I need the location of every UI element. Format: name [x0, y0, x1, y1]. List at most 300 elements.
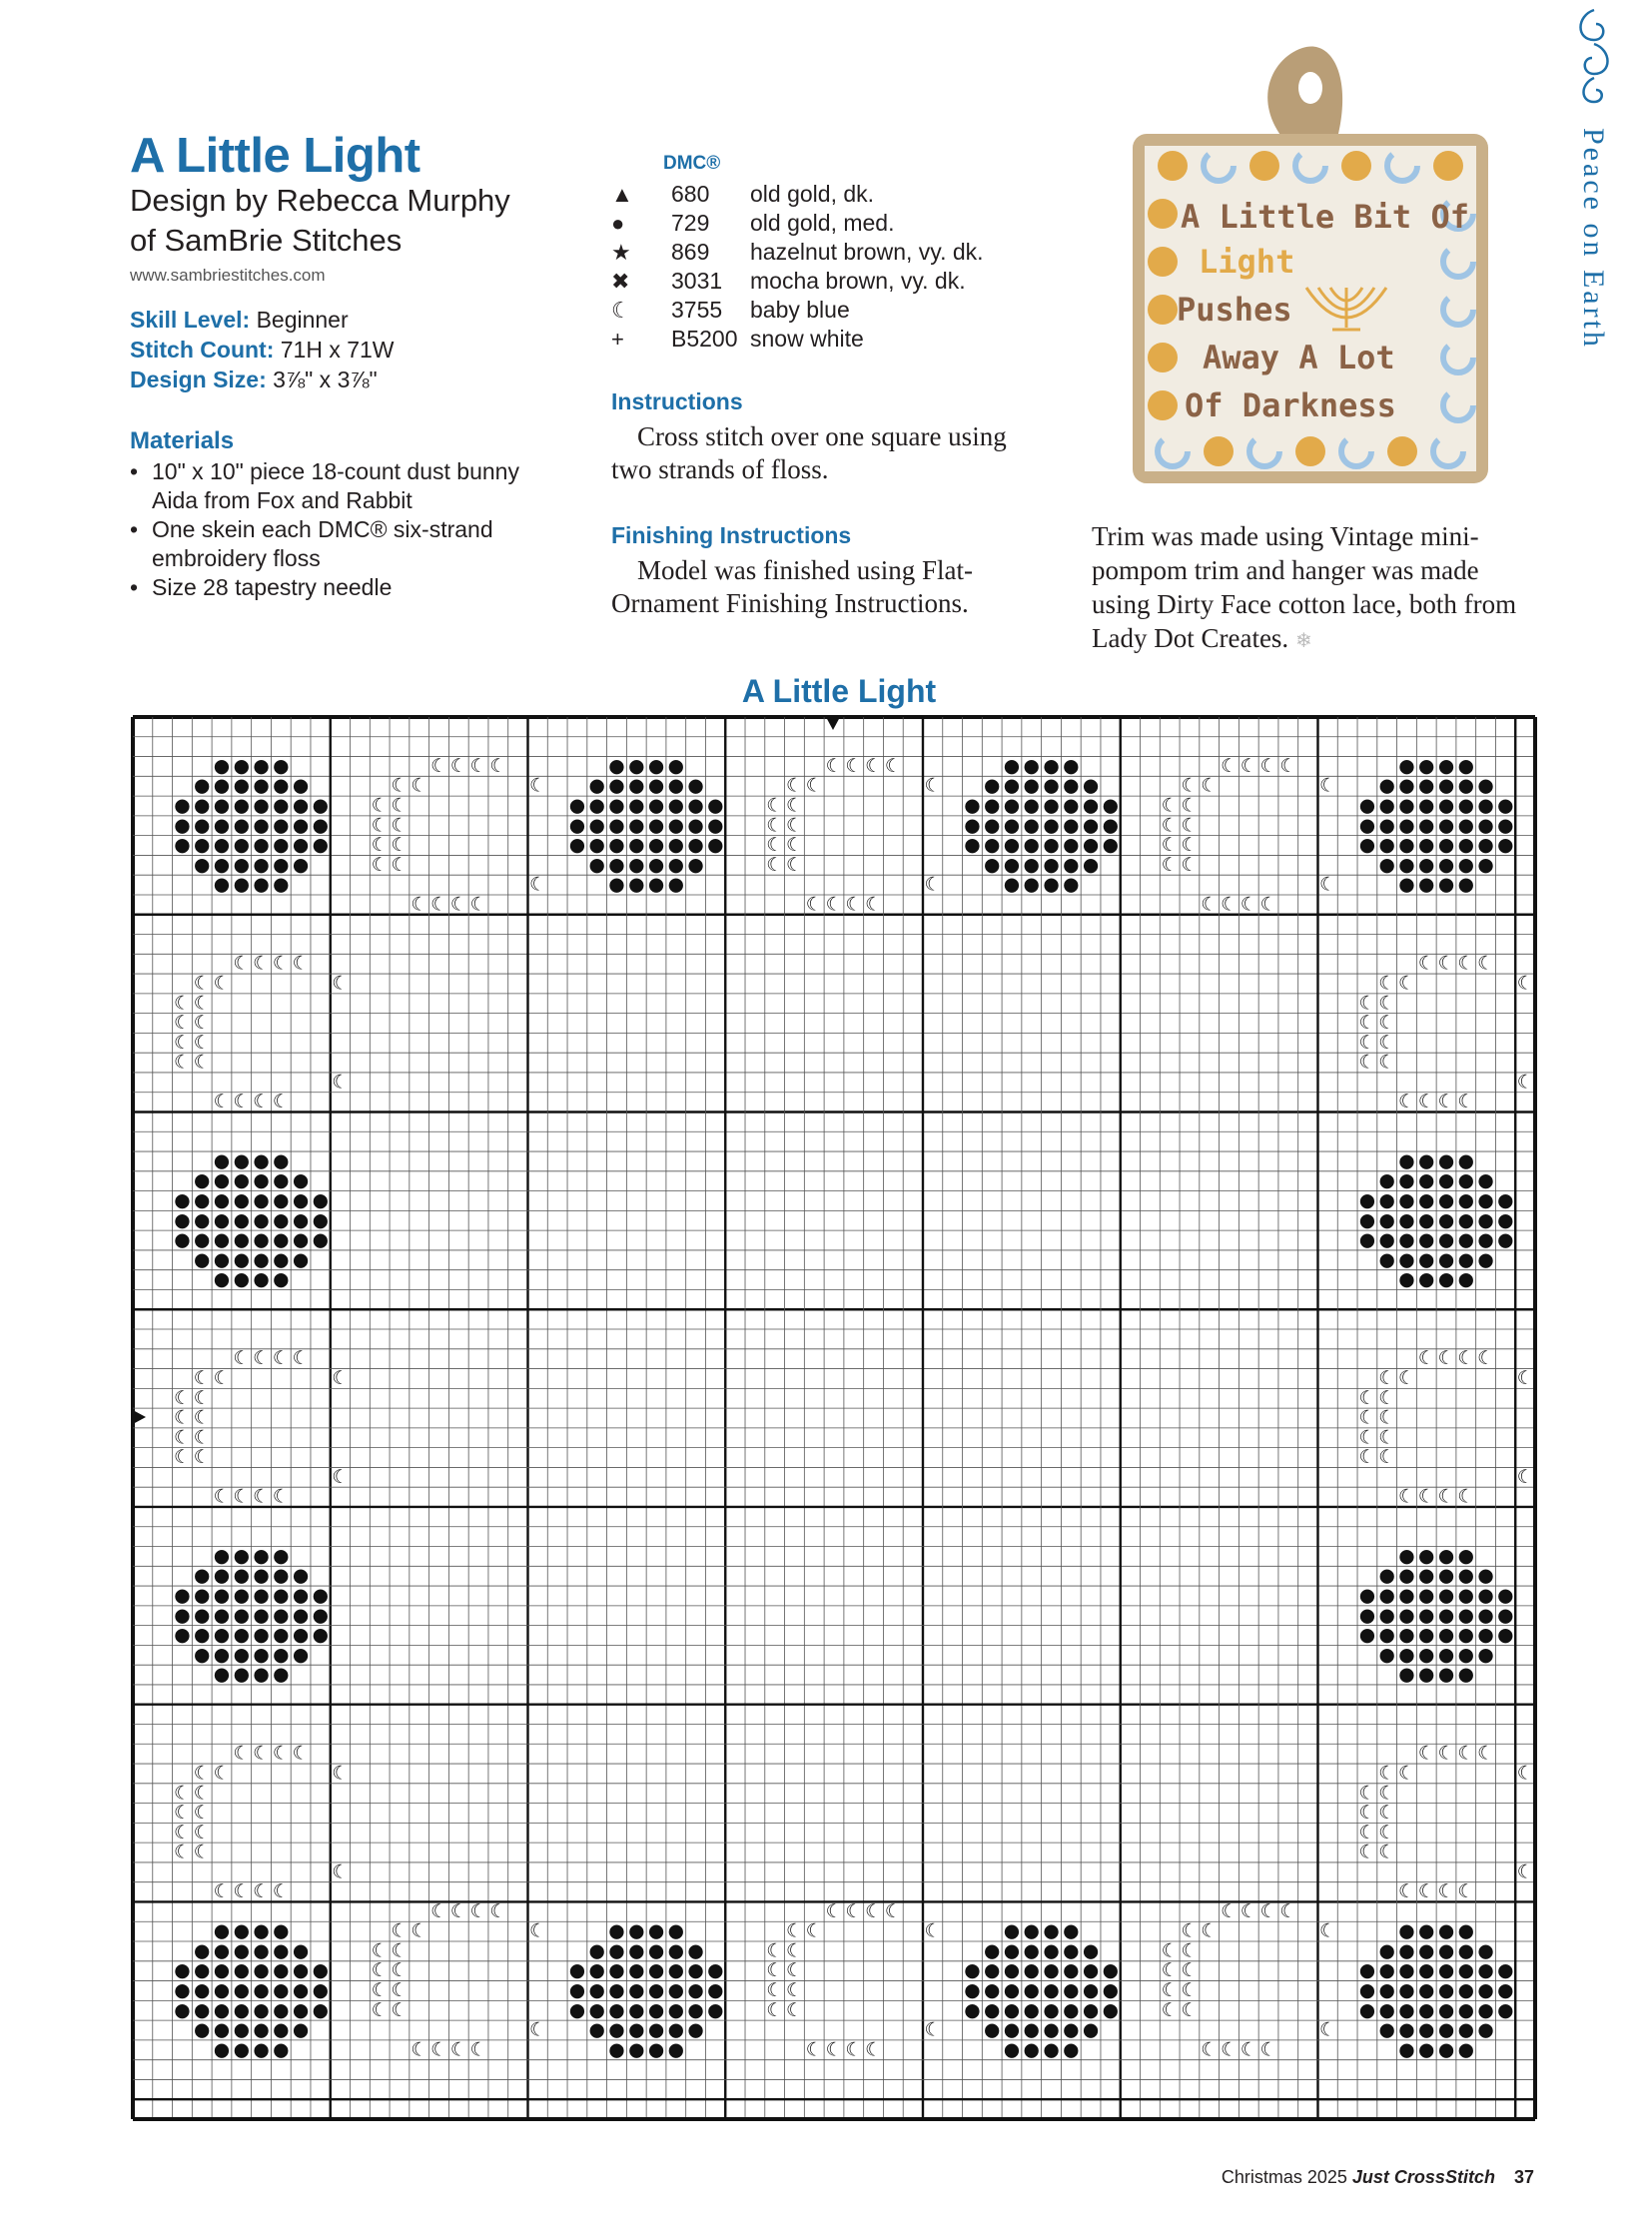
gold-dot-stitch: ● [233, 1565, 250, 1587]
blue-moon-stitch: ☾ [528, 1920, 546, 1942]
gold-dot-stitch: ● [1457, 1644, 1474, 1666]
key-color-name: hazelnut brown, vy. dk. [750, 239, 984, 265]
gold-dot-stitch: ● [273, 1249, 290, 1271]
gold-dot-stitch: ● [588, 1980, 605, 2002]
gold-dot-stitch: ● [1063, 854, 1080, 876]
gold-dot-stitch: ● [1437, 775, 1455, 797]
gold-dot-stitch: ● [1418, 1644, 1435, 1666]
gold-dot-stitch: ● [667, 1960, 684, 1982]
blue-moon-stitch: ☾ [766, 795, 784, 817]
blue-moon-stitch: ☾ [1457, 1881, 1475, 1903]
gold-dot-stitch: ● [273, 775, 290, 797]
gold-dot-stitch: ● [273, 854, 290, 876]
ornament-line-3: Pushes [1177, 291, 1292, 329]
gold-dot-stitch: ● [174, 1960, 191, 1982]
gold-dot-stitch: ● [213, 1920, 231, 1942]
gold-dot-stitch: ● [1082, 835, 1100, 857]
gold-dot-stitch: ● [608, 775, 625, 797]
gold-dot-stitch: ● [1003, 2039, 1021, 2061]
gold-dot-stitch: ● [292, 1999, 310, 2021]
gold-dot-stitch: ● [1398, 1920, 1415, 1942]
gold-dot-stitch: ● [964, 815, 981, 837]
gold-dot-stitch: ● [628, 2039, 645, 2061]
gold-dot-stitch: ● [1378, 1960, 1395, 1982]
gold-dot-stitch: ● [292, 795, 310, 817]
gold-dot-stitch: ● [667, 815, 684, 837]
blue-moon-stitch: ☾ [766, 1999, 784, 2021]
gold-dot-stitch: ● [964, 1999, 981, 2021]
gold-dot-stitch: ● [273, 1269, 290, 1291]
gold-dot-stitch: ● [213, 1625, 231, 1647]
gold-dot-stitch: ● [1437, 835, 1455, 857]
gold-dot-stitch: ● [174, 795, 191, 817]
blue-moon-stitch: ☾ [1378, 1032, 1396, 1054]
gold-dot-stitch: ● [1043, 775, 1060, 797]
gold-dot-stitch: ● [1063, 795, 1080, 817]
gold-dot-stitch: ● [253, 1625, 270, 1647]
gold-dot-stitch: ● [1437, 1585, 1455, 1607]
blue-moon-stitch: ☾ [1358, 1032, 1376, 1054]
gold-dot-stitch: ● [1378, 1190, 1395, 1212]
gold-dot-stitch: ● [1497, 815, 1514, 837]
gold-dot-stitch: ● [1063, 775, 1080, 797]
key-color-name: old gold, med. [750, 210, 895, 236]
gold-dot-stitch: ● [1003, 835, 1021, 857]
blue-moon-stitch: ☾ [1201, 2039, 1219, 2061]
gold-dot-stitch: ● [194, 1940, 211, 1962]
key-code: 869 [671, 239, 710, 265]
gold-dot-stitch: ● [312, 1960, 330, 1982]
gold-dot-stitch: ● [1418, 795, 1435, 817]
blue-moon-stitch: ☾ [1477, 1743, 1494, 1765]
gold-dot-stitch: ● [273, 1209, 290, 1231]
gold-dot-stitch: ● [1378, 2019, 1395, 2041]
blue-moon-stitch: ☾ [1417, 1486, 1435, 1508]
gold-dot-stitch: ● [273, 1999, 290, 2021]
gold-dot-stitch: ● [292, 854, 310, 876]
gold-dot-stitch: ● [1418, 1249, 1435, 1271]
gold-dot-stitch: ● [233, 1644, 250, 1666]
gold-circle [1341, 151, 1371, 181]
blue-moon-stitch: ☾ [292, 1348, 310, 1370]
gold-dot-stitch: ● [213, 1644, 231, 1666]
finishing-heading: Finishing Instructions [611, 522, 852, 548]
gold-dot-stitch: ● [1477, 1209, 1494, 1231]
gold-dot-stitch: ● [233, 775, 250, 797]
blue-moon-stitch: ☾ [1398, 1092, 1415, 1113]
gold-dot-stitch: ● [1063, 2039, 1080, 2061]
key-code: 3755 [671, 297, 723, 323]
gold-dot-stitch: ● [1457, 795, 1474, 817]
gold-dot-stitch: ● [1043, 755, 1060, 777]
gold-dot-stitch: ● [1082, 775, 1100, 797]
blue-moon-stitch: ☾ [1259, 2039, 1277, 2061]
gold-dot-stitch: ● [253, 1190, 270, 1212]
gold-dot-stitch: ● [1418, 815, 1435, 837]
gold-dot-stitch: ● [1418, 1980, 1435, 2002]
ornament-line-5: Of Darkness [1185, 386, 1396, 424]
instructions-text: Cross stitch over one square using two strands of floss. [611, 421, 1007, 484]
blue-moon-stitch: ☾ [193, 1427, 211, 1449]
gold-dot-stitch: ● [984, 795, 1001, 817]
blue-moon-stitch: ☾ [1398, 1763, 1415, 1785]
gold-dot-stitch: ● [253, 755, 270, 777]
blue-moon-stitch: ☾ [1358, 1013, 1376, 1035]
blue-moon-stitch: ☾ [391, 815, 409, 837]
gold-dot-stitch: ● [1398, 1170, 1415, 1192]
gold-dot-stitch: ● [233, 1170, 250, 1192]
gold-dot-stitch: ● [233, 854, 250, 876]
blue-moon-stitch: ☾ [1358, 1387, 1376, 1409]
gold-dot-stitch: ● [588, 2019, 605, 2041]
blue-moon-stitch: ☾ [1221, 894, 1238, 916]
gold-dot-stitch: ● [647, 854, 665, 876]
blue-moon-stitch: ☾ [213, 1367, 231, 1389]
blue-moon-stitch: ☾ [1279, 1900, 1297, 1922]
blue-moon-stitch: ☾ [786, 1980, 803, 2002]
gold-dot-stitch: ● [628, 795, 645, 817]
blue-moon-stitch: ☾ [865, 755, 882, 777]
gold-dot-stitch: ● [233, 2019, 250, 2041]
gold-dot-stitch: ● [1477, 1605, 1494, 1627]
blue-moon-stitch: ☾ [253, 1486, 270, 1508]
blue-moon-stitch: ☾ [213, 1881, 231, 1903]
gold-dot-stitch: ● [253, 835, 270, 857]
gold-dot-stitch: ● [253, 815, 270, 837]
blue-moon-stitch: ☾ [233, 1348, 251, 1370]
gold-dot-stitch: ● [194, 1644, 211, 1666]
gold-dot-stitch: ● [1378, 1585, 1395, 1607]
gold-dot-stitch: ● [588, 1960, 605, 1982]
blue-moon-stitch: ☾ [825, 755, 843, 777]
gold-dot-stitch: ● [1082, 815, 1100, 837]
blue-moon-stitch: ☾ [1161, 1980, 1179, 2002]
blue-moon-stitch: ☾ [865, 2039, 882, 2061]
center-arrow-top [826, 717, 840, 730]
blue-moon-stitch: ☾ [1181, 854, 1199, 876]
gold-dot-stitch: ● [174, 1980, 191, 2002]
blue-moon-stitch: ☾ [371, 854, 389, 876]
gold-dot-stitch: ● [233, 815, 250, 837]
gold-dot-stitch: ● [1023, 1999, 1040, 2021]
swirl-icon [1581, 10, 1608, 102]
gold-dot-stitch: ● [1043, 815, 1060, 837]
gold-dot-stitch: ● [1437, 1605, 1455, 1627]
gold-dot-stitch: ● [273, 1545, 290, 1567]
gold-dot-stitch: ● [1043, 1940, 1060, 1962]
gold-dot-stitch: ● [1398, 815, 1415, 837]
gold-dot-stitch: ● [1477, 1960, 1494, 1982]
gold-dot-stitch: ● [984, 775, 1001, 797]
gold-dot-stitch: ● [1398, 1940, 1415, 1962]
gold-dot-stitch: ● [1102, 795, 1120, 817]
blue-moon-stitch: ☾ [193, 1407, 211, 1429]
blue-moon-stitch: ☾ [272, 1348, 290, 1370]
gold-dot-stitch: ● [647, 1999, 665, 2021]
gold-dot-stitch: ● [1358, 815, 1376, 837]
gold-dot-stitch: ● [213, 1605, 231, 1627]
blue-moon-stitch: ☾ [1417, 1743, 1435, 1765]
gold-dot-stitch: ● [1003, 775, 1021, 797]
snowflake-icon: ❄ [1294, 630, 1312, 652]
materials-item: • One skein each DMC® six-strand embroidery floss [130, 515, 569, 573]
blue-moon-stitch: ☾ [1516, 1466, 1534, 1488]
blue-moon-stitch: ☾ [371, 1980, 389, 2002]
gold-dot-stitch: ● [1378, 775, 1395, 797]
gold-dot-stitch: ● [667, 1999, 684, 2021]
blue-moon-stitch: ☾ [1358, 1783, 1376, 1805]
gold-dot-stitch: ● [667, 835, 684, 857]
gold-dot-stitch: ● [213, 1249, 231, 1271]
blue-moon-stitch: ☾ [528, 874, 546, 896]
blue-moon-stitch: ☾ [1358, 1447, 1376, 1469]
gold-dot-stitch: ● [608, 755, 625, 777]
gold-dot-stitch: ● [1378, 1940, 1395, 1962]
blue-moon-stitch: ☾ [1378, 1447, 1396, 1469]
key-symbol: ▲ [611, 181, 633, 207]
gold-dot-stitch: ● [233, 755, 250, 777]
blue-moon-stitch: ☾ [924, 2019, 942, 2041]
gold-dot-stitch: ● [1043, 854, 1060, 876]
gold-dot-stitch: ● [647, 795, 665, 817]
blue-moon-stitch: ☾ [332, 1763, 350, 1785]
gold-dot-stitch: ● [213, 1190, 231, 1212]
gold-dot-stitch: ● [253, 1960, 270, 1982]
gold-dot-stitch: ● [1477, 1644, 1494, 1666]
gold-dot-stitch: ● [707, 815, 724, 837]
gold-dot-stitch: ● [608, 815, 625, 837]
gold-dot-stitch: ● [194, 1190, 211, 1212]
gold-dot-stitch: ● [1457, 1545, 1474, 1567]
blue-moon-stitch: ☾ [272, 1881, 290, 1903]
gold-dot-stitch: ● [1023, 835, 1040, 857]
gold-dot-stitch: ● [1023, 2039, 1040, 2061]
blue-moon-stitch: ☾ [1181, 1920, 1199, 1942]
gold-dot-stitch: ● [1378, 1209, 1395, 1231]
blue-moon-stitch: ☾ [1378, 993, 1396, 1015]
instructions-heading: Instructions [611, 388, 743, 414]
gold-dot-stitch: ● [687, 1980, 704, 2002]
blue-moon-stitch: ☾ [1161, 1940, 1179, 1962]
gold-dot-stitch: ● [1437, 1664, 1455, 1686]
blue-moon-stitch: ☾ [1358, 1052, 1376, 1074]
gold-dot-stitch: ● [312, 1980, 330, 2002]
gold-dot-stitch: ● [1003, 1920, 1021, 1942]
gold-dot-stitch: ● [628, 835, 645, 857]
gold-dot-stitch: ● [568, 815, 586, 837]
blue-moon-stitch: ☾ [174, 1822, 191, 1844]
blue-moon-stitch: ☾ [213, 1486, 231, 1508]
key-symbol: + [611, 326, 624, 352]
blue-moon-stitch: ☾ [1181, 835, 1199, 857]
blue-moon-stitch: ☾ [805, 775, 823, 797]
gold-dot-stitch: ● [1497, 795, 1514, 817]
gold-dot-stitch: ● [253, 1545, 270, 1567]
gold-dot-stitch: ● [1398, 1585, 1415, 1607]
gold-dot-stitch: ● [312, 1625, 330, 1647]
blue-moon-stitch: ☾ [1239, 755, 1257, 777]
gold-dot-stitch: ● [233, 1209, 250, 1231]
gold-dot-stitch: ● [1378, 1229, 1395, 1251]
gold-dot-stitch: ● [312, 1229, 330, 1251]
gold-dot-stitch: ● [608, 874, 625, 896]
blue-moon-stitch: ☾ [1457, 1092, 1475, 1113]
blue-moon-stitch: ☾ [528, 775, 546, 797]
gold-dot-stitch: ● [1418, 854, 1435, 876]
gold-dot-stitch: ● [1398, 755, 1415, 777]
gold-dot-stitch: ● [1063, 835, 1080, 857]
page-number: 37 [1513, 2167, 1534, 2187]
key-row [607, 325, 984, 354]
gold-dot-stitch: ● [568, 1999, 586, 2021]
gold-dot-stitch: ● [647, 1920, 665, 1942]
gold-dot-stitch: ● [1457, 1585, 1474, 1607]
gold-dot-stitch: ● [213, 1940, 231, 1962]
gold-dot-stitch: ● [273, 2019, 290, 2041]
gold-dot-stitch: ● [1398, 1999, 1415, 2021]
key-symbol: ★ [611, 239, 631, 265]
gold-dot-stitch: ● [1398, 1664, 1415, 1686]
gold-dot-stitch: ● [233, 1249, 250, 1271]
gold-dot-stitch: ● [292, 1585, 310, 1607]
blue-moon-stitch: ☾ [1378, 1367, 1396, 1389]
key-code: 680 [671, 181, 710, 207]
blue-moon-stitch: ☾ [174, 1013, 191, 1035]
magazine-name: Just CrossStitch [1351, 2167, 1495, 2187]
gold-dot-stitch: ● [1398, 795, 1415, 817]
blue-moon-stitch: ☾ [332, 1861, 350, 1883]
blue-moon-stitch: ☾ [1181, 1940, 1199, 1962]
gold-circle [1148, 390, 1178, 420]
gold-dot-stitch: ● [707, 1960, 724, 1982]
gold-dot-stitch: ● [292, 1565, 310, 1587]
gold-dot-stitch: ● [588, 795, 605, 817]
gold-dot-stitch: ● [233, 1585, 250, 1607]
gold-dot-stitch: ● [1023, 2019, 1040, 2041]
gold-dot-stitch: ● [1003, 854, 1021, 876]
gold-dot-stitch: ● [292, 775, 310, 797]
blue-moon-stitch: ☾ [469, 2039, 487, 2061]
blue-moon-stitch: ☾ [233, 1881, 251, 1903]
gold-dot-stitch: ● [1477, 1980, 1494, 2002]
gold-dot-stitch: ● [647, 835, 665, 857]
gold-dot-stitch: ● [213, 1980, 231, 2002]
gold-dot-stitch: ● [1418, 1545, 1435, 1567]
gold-dot-stitch: ● [273, 1605, 290, 1627]
gold-dot-stitch: ● [1418, 1269, 1435, 1291]
gold-dot-stitch: ● [1457, 1150, 1474, 1172]
gold-dot-stitch: ● [1477, 1170, 1494, 1192]
gold-dot-stitch: ● [1457, 755, 1474, 777]
gold-dot-stitch: ● [1457, 1269, 1474, 1291]
gold-dot-stitch: ● [1418, 1664, 1435, 1686]
blue-moon-stitch: ☾ [174, 993, 191, 1015]
blue-moon-stitch: ☾ [1457, 953, 1475, 975]
gold-dot-stitch: ● [1477, 1190, 1494, 1212]
gold-dot-stitch: ● [253, 854, 270, 876]
blue-moon-stitch: ☾ [193, 1032, 211, 1054]
gold-dot-stitch: ● [1437, 1960, 1455, 1982]
gold-dot-stitch: ● [588, 854, 605, 876]
blue-moon-stitch: ☾ [430, 1900, 447, 1922]
gold-dot-stitch: ● [273, 1170, 290, 1192]
gold-dot-stitch: ● [233, 2039, 250, 2061]
gold-dot-stitch: ● [233, 874, 250, 896]
blue-moon-stitch: ☾ [430, 894, 447, 916]
gold-dot-stitch: ● [1063, 1960, 1080, 1982]
gold-dot-stitch: ● [213, 854, 231, 876]
gold-dot-stitch: ● [1043, 795, 1060, 817]
gold-dot-stitch: ● [608, 854, 625, 876]
gold-dot-stitch: ● [687, 835, 704, 857]
blue-moon-stitch: ☾ [1417, 953, 1435, 975]
gold-circle [1158, 151, 1188, 181]
gold-dot-stitch: ● [213, 755, 231, 777]
key-symbol: ● [611, 210, 625, 236]
blue-moon-stitch: ☾ [411, 1920, 428, 1942]
gold-dot-stitch: ● [1497, 1625, 1514, 1647]
gold-dot-stitch: ● [628, 874, 645, 896]
gold-dot-stitch: ● [213, 1229, 231, 1251]
gold-dot-stitch: ● [687, 815, 704, 837]
blue-moon-stitch: ☾ [1358, 1842, 1376, 1863]
gold-dot-stitch: ● [1003, 815, 1021, 837]
gold-dot-stitch: ● [253, 1940, 270, 1962]
gold-dot-stitch: ● [253, 1209, 270, 1231]
gold-dot-stitch: ● [1023, 775, 1040, 797]
gold-dot-stitch: ● [1003, 1999, 1021, 2021]
blue-moon-stitch: ☾ [233, 1743, 251, 1765]
gold-dot-stitch: ● [213, 1960, 231, 1982]
gold-dot-stitch: ● [1418, 1170, 1435, 1192]
gold-dot-stitch: ● [213, 874, 231, 896]
gold-dot-stitch: ● [273, 1664, 290, 1686]
gold-dot-stitch: ● [568, 1980, 586, 2002]
gold-dot-stitch: ● [174, 1625, 191, 1647]
gold-dot-stitch: ● [253, 2039, 270, 2061]
gold-dot-stitch: ● [213, 1269, 231, 1291]
gold-dot-stitch: ● [984, 1940, 1001, 1962]
gold-dot-stitch: ● [1497, 1229, 1514, 1251]
key-row [607, 209, 984, 238]
gold-dot-stitch: ● [273, 1625, 290, 1647]
key-color-name: baby blue [750, 297, 850, 323]
gold-dot-stitch: ● [1437, 815, 1455, 837]
blue-moon-stitch: ☾ [1378, 1822, 1396, 1844]
designer-url[interactable]: www.sambriestitches.com [130, 266, 326, 285]
gold-dot-stitch: ● [312, 1999, 330, 2021]
blue-moon-stitch: ☾ [1398, 1486, 1415, 1508]
gold-dot-stitch: ● [1043, 1999, 1060, 2021]
gold-dot-stitch: ● [667, 1940, 684, 1962]
gold-dot-stitch: ● [647, 775, 665, 797]
gold-dot-stitch: ● [174, 1229, 191, 1251]
gold-dot-stitch: ● [194, 1585, 211, 1607]
gold-dot-stitch: ● [1418, 1920, 1435, 1942]
blue-moon-stitch: ☾ [174, 1783, 191, 1805]
blue-moon-stitch: ☾ [1318, 2019, 1336, 2041]
blue-moon-stitch: ☾ [786, 775, 803, 797]
gold-dot-stitch: ● [213, 1585, 231, 1607]
blue-moon-stitch: ☾ [449, 894, 467, 916]
gold-dot-stitch: ● [194, 1249, 211, 1271]
gold-dot-stitch: ● [1102, 815, 1120, 837]
gold-dot-stitch: ● [1418, 1150, 1435, 1172]
gold-dot-stitch: ● [1398, 1269, 1415, 1291]
blue-moon-stitch: ☾ [430, 2039, 447, 2061]
gold-dot-stitch: ● [647, 815, 665, 837]
blue-moon-stitch: ☾ [391, 835, 409, 857]
